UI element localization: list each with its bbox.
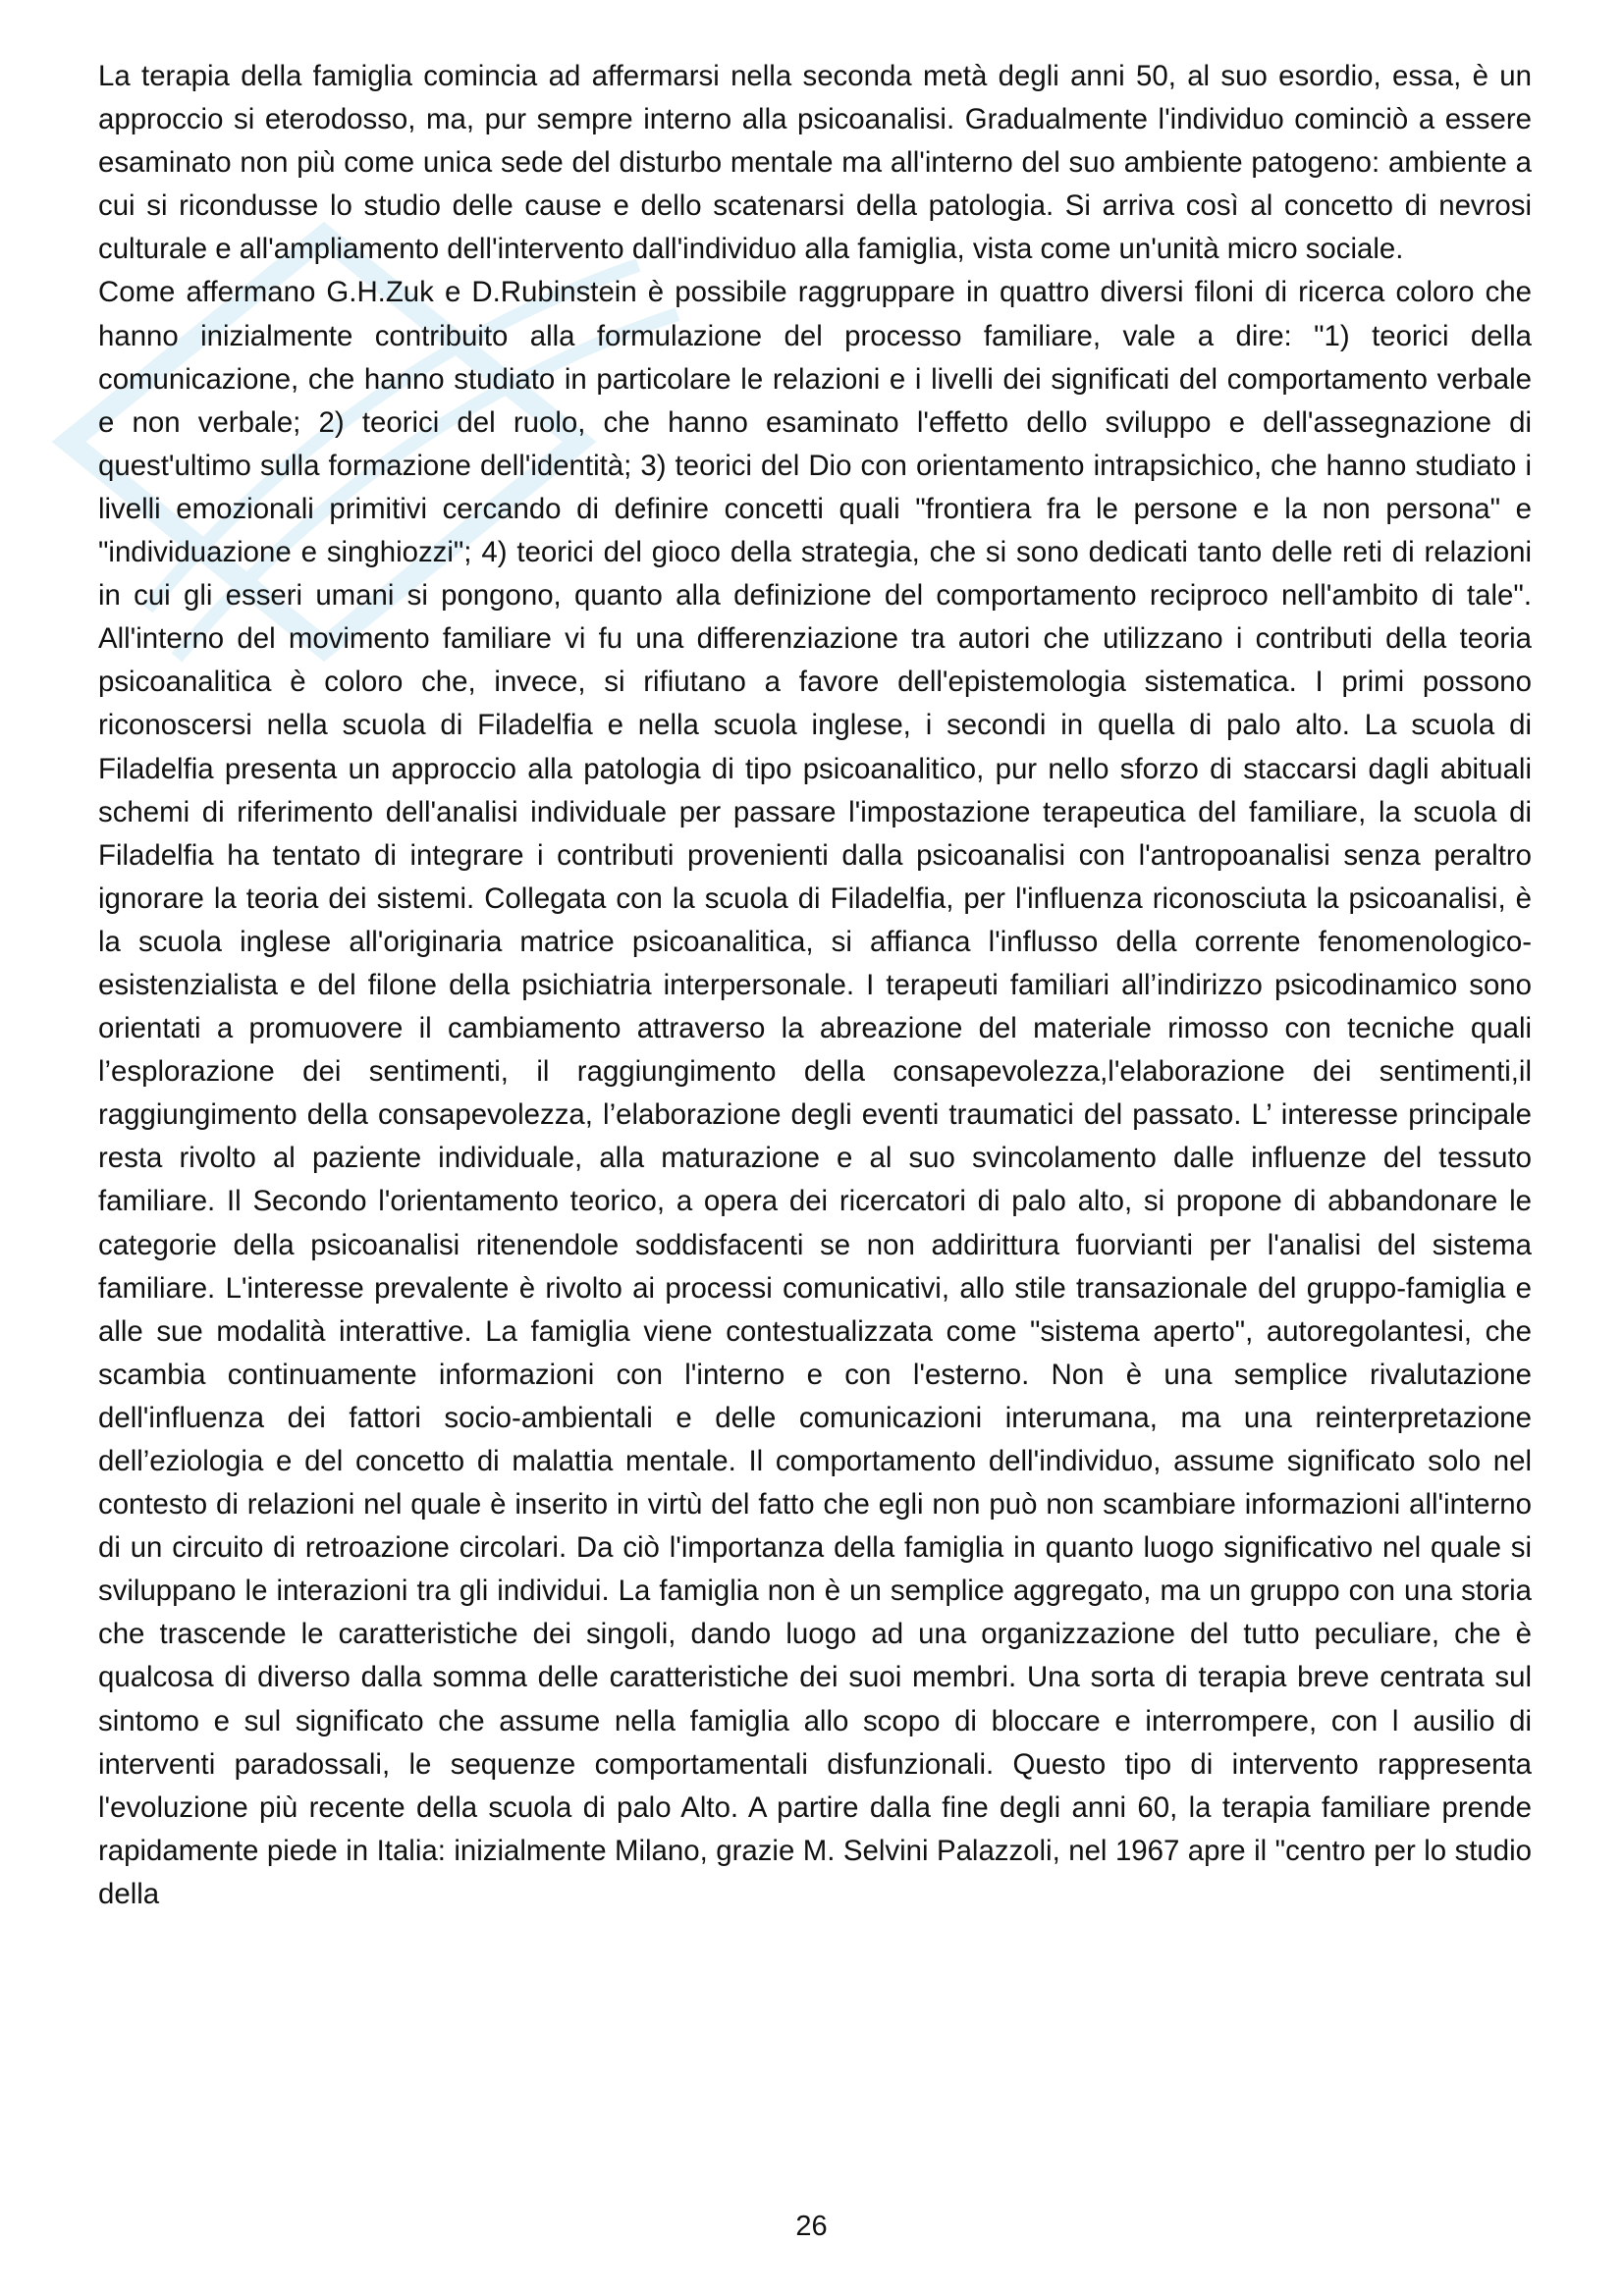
body-text	[98, 55, 1532, 1916]
paragraph-1: La terapia della famiglia comincia ad affermarsi nella seconda metà degli anni 50, al suo esordio, essa, è un approccio si eterodosso, ma, pur sempre interno alla psicoanalisi. Gradualmente l'individuo cominciò a essere esaminato non più come unica sede del disturbo mentale ma all'interno del suo ambiente patogeno: ambiente a cui si ricondusse lo studio delle cause e dello scatenarsi della patologia. Si arriva così al concetto di nevrosi culturale e all'ampliamento dell'intervento dall'individuo alla famiglia, vista come un'unità micro sociale.	[98, 60, 1532, 266]
paragraph-2: Come affermano G.H.Zuk e D.Rubinstein è possibile raggruppare in quattro diversi filoni di ricerca coloro che hanno inizialmente contribuito alla formulazione del processo familiare, vale a dire: "1) teorici della comunicazione, che hanno studiato in particolare le relazioni e i livelli dei significati del comportamento verbale e non verbale; 2) teorici del ruolo, che hanno esaminato l'effetto dello sviluppo e dell'assegnazione di quest'ultimo sulla formazione dell'identità; 3) teorici del Dio con orientamento intrapsichico, che hanno studiato i livelli emozionali primitivi cercando di definire concetti quali "frontiera fra le persone e la non persona" e "individuazione e singhiozzi"; 4) teorici del gioco della strategia, che si sono dedicati tanto delle reti di relazioni in cui gli esseri umani si pongono, quanto alla definizione del comportamento reciproco nell'ambito di tale". All'interno del movimento familiare vi fu una differenziazione tra autori che utilizzano i contributi della teoria psicoanalitica è coloro che, invece, si rifiutano a favore dell'epistemologia sistematica. I primi possono riconoscersi nella scuola di Filadelfia e nella scuola inglese, i secondi in quella di palo alto. La scuola di Filadelfia presenta un approccio alla patologia di tipo psicoanalitico, pur nello sforzo di staccarsi dagli abituali schemi di riferimento dell'analisi individuale per passare l'impostazione terapeutica del familiare, la scuola di Filadelfia ha tentato di integrare i contributi provenienti dalla psicoanalisi con l'antropoanalisi senza peraltro ignorare la teoria dei sistemi. Collegata con la scuola di Filadelfia, per l'influenza riconosciuta la psicoanalisi, è la scuola inglese all'originaria matrice psicoanalitica, si affianca l'influsso della corrente fenomenologico-esistenzialista e del filone della psichiatria interpersonale. I terapeuti familiari all’indirizzo psicodinamico sono orientati a promuovere il cambiamento attraverso la abreazione del materiale rimosso con tecniche quali l’esplorazione dei sentimenti, il raggiungimento della consapevolezza,l'elaborazione dei sentimenti,il raggiungimento della consapevolezza, l’elaborazione degli eventi traumatici del passato. L’ interesse principale resta rivolto al paziente individuale, alla maturazione e al suo svincolamento dalle influenze del tessuto familiare. Il Secondo l'orientamento teorico, a opera dei ricercatori di palo alto, si propone di abbandonare le categorie della psicoanalisi ritenendole soddisfacenti se non addirittura fuorvianti per l'analisi del sistema familiare. L'interesse prevalente è rivolto ai processi comunicativi, allo stile transazionale del gruppo-famiglia e alle sue modalità interattive. La famiglia viene contestualizzata come "sistema aperto", autoregolantesi, che scambia continuamente informazioni con l'interno e con l'esterno. Non è una semplice rivalutazione dell'influenza dei fattori socio-ambientali e delle comunicazioni interumana, ma una reinterpretazione dell’eziologia e del concetto di malattia mentale. Il comportamento dell'individuo, assume significato solo nel contesto di relazioni nel quale è inserito in virtù del fatto che egli non può non scambiare informazioni all'interno di un circuito di retroazione circolari. Da ciò l'importanza della famiglia in quanto luogo significativo nel quale si sviluppano le interazioni tra gli individui. La famiglia non è un semplice aggregato, ma un gruppo con una storia che trascende le caratteristiche dei singoli, dando luogo ad una organizzazione del tutto peculiare, che è qualcosa di diverso dalla somma delle caratteristiche dei suoi membri. Una sorta di terapia breve centrata sul sintomo e sul significato che assume nella famiglia allo scopo di bloccare e interrompere, con l ausilio di interventi paradossali, le sequenze comportamentali disfunzionali. Questo tipo di intervento rappresenta l'evoluzione più recente della scuola di palo Alto. A partire dalla fine degli anni 60, la terapia familiare prende rapidamente piede in Italia: inizialmente Milano, grazie M. Selvini Palazzoli, nel 1967 apre il "centro per lo studio della	[98, 276, 1532, 1910]
page-number: 26	[795, 2211, 828, 2242]
